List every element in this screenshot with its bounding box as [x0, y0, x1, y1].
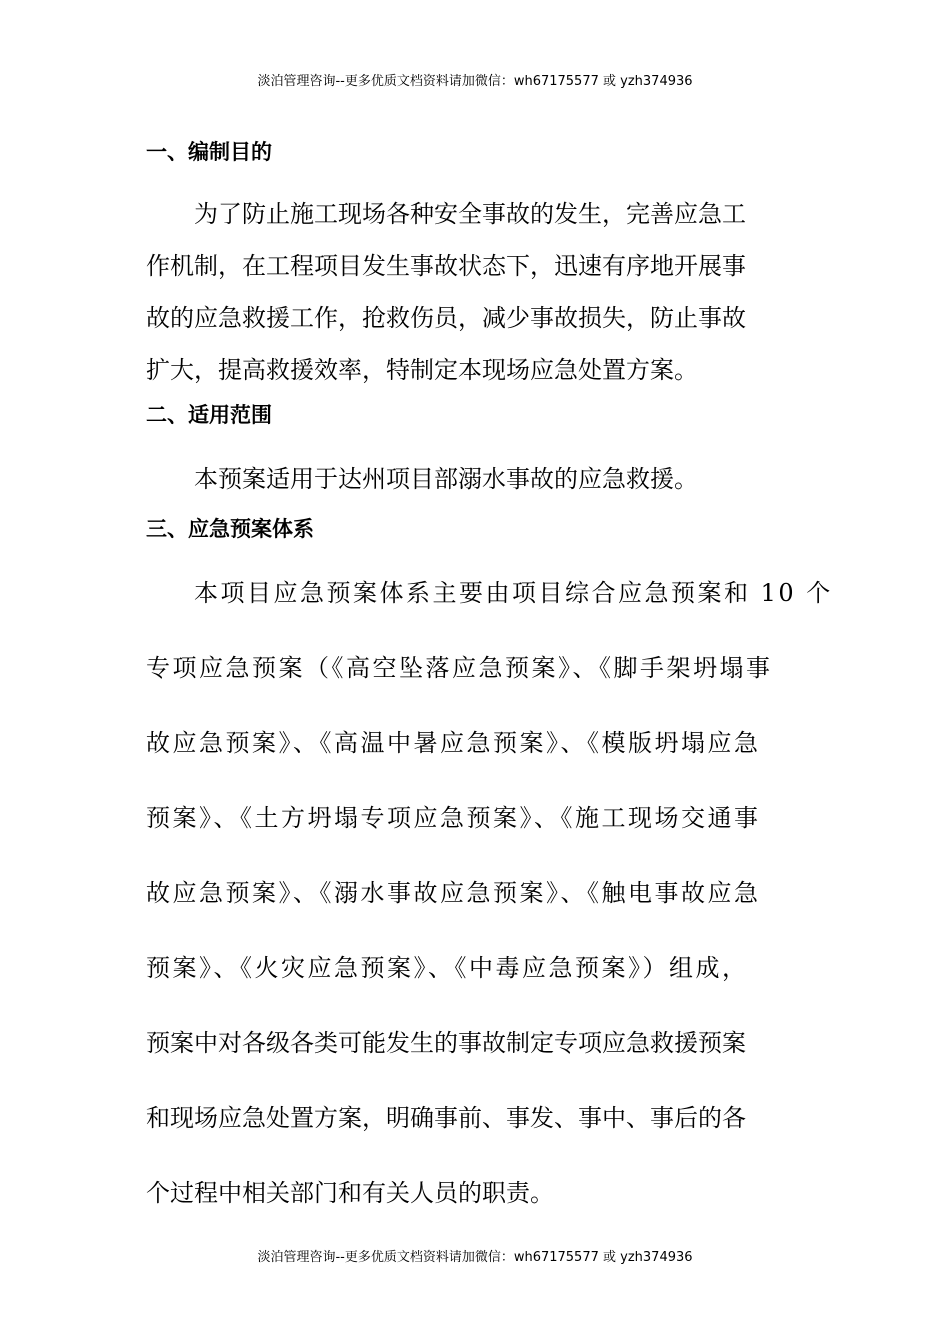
section-heading-scope: 二、适用范围	[146, 403, 272, 427]
paragraph-line: 本预案适用于达州项目部溺水事故的应急救援。	[194, 465, 698, 493]
page-footer: 淡泊管理咨询--更多优质文档资料请加微信：wh67175577 或 yzh374936	[257, 1250, 693, 1265]
paragraph-line: 扩大，提高救援效率，特制定本现场应急处置方案。	[146, 356, 698, 384]
paragraph-line: 本项目应急预案体系主要由项目综合应急预案和 10 个	[194, 579, 833, 607]
page-header: 淡泊管理咨询--更多优质文档资料请加微信：wh67175577 或 yzh374936	[257, 74, 693, 89]
paragraph-line: 故应急预案》、《高温中暑应急预案》、《模版坍塌应急	[146, 729, 761, 757]
section-paragraph-system	[146, 556, 833, 1231]
paragraph-line: 专项应急预案（《高空坠落应急预案》、《脚手架坍塌事	[146, 654, 773, 682]
paragraph-line: 预案》、《土方坍塌专项应急预案》、《施工现场交通事	[146, 804, 761, 832]
paragraph-line: 预案》、《火灾应急预案》、《中毒应急预案》）组成，	[146, 954, 749, 982]
paragraph-line: 故应急预案》、《溺水事故应急预案》、《触电事故应急	[146, 879, 761, 907]
paragraph-line: 和现场应急处置方案，明确事前、事发、事中、事后的各	[146, 1104, 746, 1132]
paragraph-line: 预案中对各级各类可能发生的事故制定专项应急救援预案	[146, 1029, 746, 1057]
paragraph-line: 作机制，在工程项目发生事故状态下，迅速有序地开展事	[146, 252, 746, 280]
paragraph-line: 故的应急救援工作，抢救伤员，减少事故损失，防止事故	[146, 304, 746, 332]
paragraph-line: 个过程中相关部门和有关人员的职责。	[146, 1179, 554, 1207]
paragraph-line: 为了防止施工现场各种安全事故的发生，完善应急工	[194, 200, 746, 228]
section-heading-purpose: 一、编制目的	[146, 140, 272, 164]
section-paragraph-purpose	[146, 188, 806, 396]
section-heading-system: 三、应急预案体系	[146, 517, 314, 541]
section-paragraph-scope	[146, 453, 806, 505]
